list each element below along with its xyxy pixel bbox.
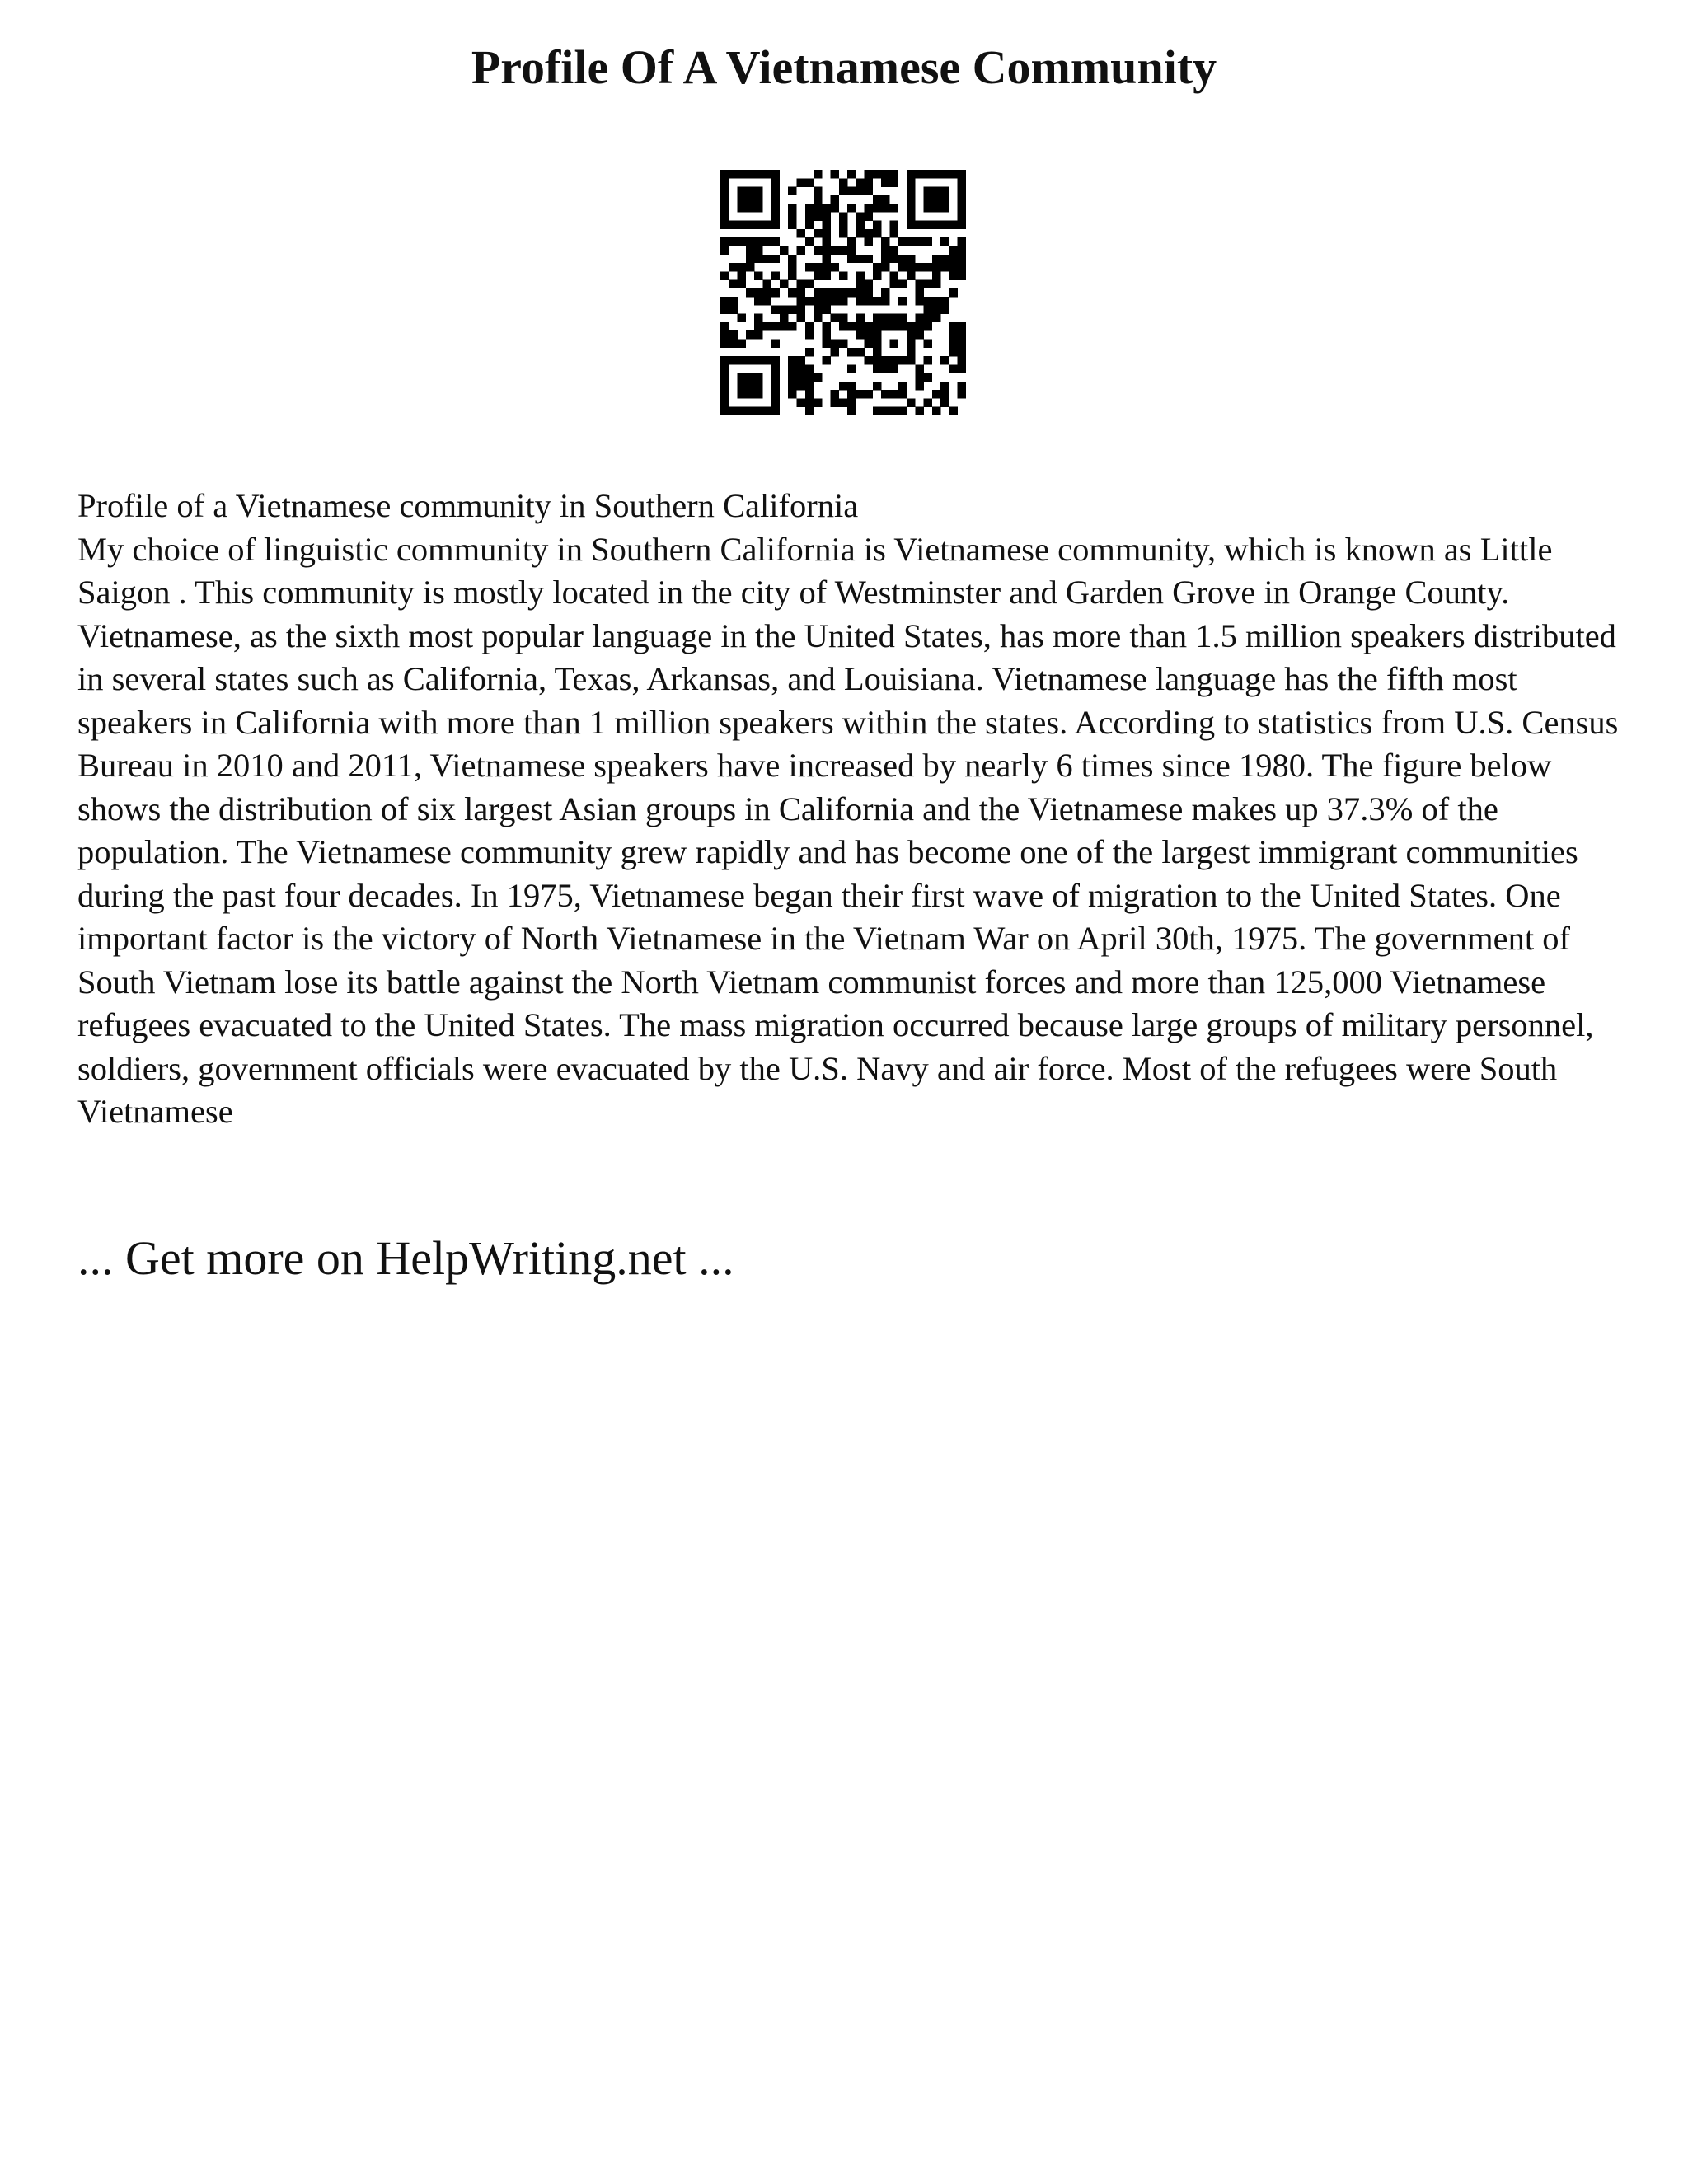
- page-title: Profile Of A Vietnamese Community: [471, 40, 1217, 94]
- article-body: [77, 485, 1627, 1134]
- get-more-link[interactable]: ... Get more on HelpWriting.net ...: [77, 1231, 734, 1285]
- article-paragraph: My choice of linguistic community in Southern California is Vietnamese community, which is known as Little Saigon . This community is mostly located in the city of Westminster and Garden Grove in Orange County. Vietnamese, as the sixth most popular language in the United States, has more than 1.5 million speakers distributed in several states such as California, Texas, Arkansas, and Louisiana. Vietnamese language has the fifth most speakers in California with more than 1 million speakers within the states. According to statistics from U.S. Census Bureau in 2010 and 2011, Vietnamese speakers have increased by nearly 6 times since 1980. The figure below shows the distribution of six largest Asian groups in California and the Vietnamese makes up 37.3% of the population. The Vietnamese community grew rapidly and has become one of the largest immigrant communities during the past four decades. In 1975, Vietnamese began their first wave of migration to the United States. One important factor is the victory of North Vietnamese in the Vietnam War on April 30th, 1975. The government of South Vietnam lose its battle against the North Vietnam communist forces and more than 125,000 Vietnamese refugees evacuated to the United States. The mass migration occurred because large groups of military personnel, soldiers, government officials were evacuated by the U.S. Navy and air force. Most of the refugees were South Vietnamese: [77, 530, 1619, 1130]
- qr-code-icon: [720, 170, 966, 415]
- article-subtitle: Profile of a Vietnamese community in Southern California: [77, 487, 859, 524]
